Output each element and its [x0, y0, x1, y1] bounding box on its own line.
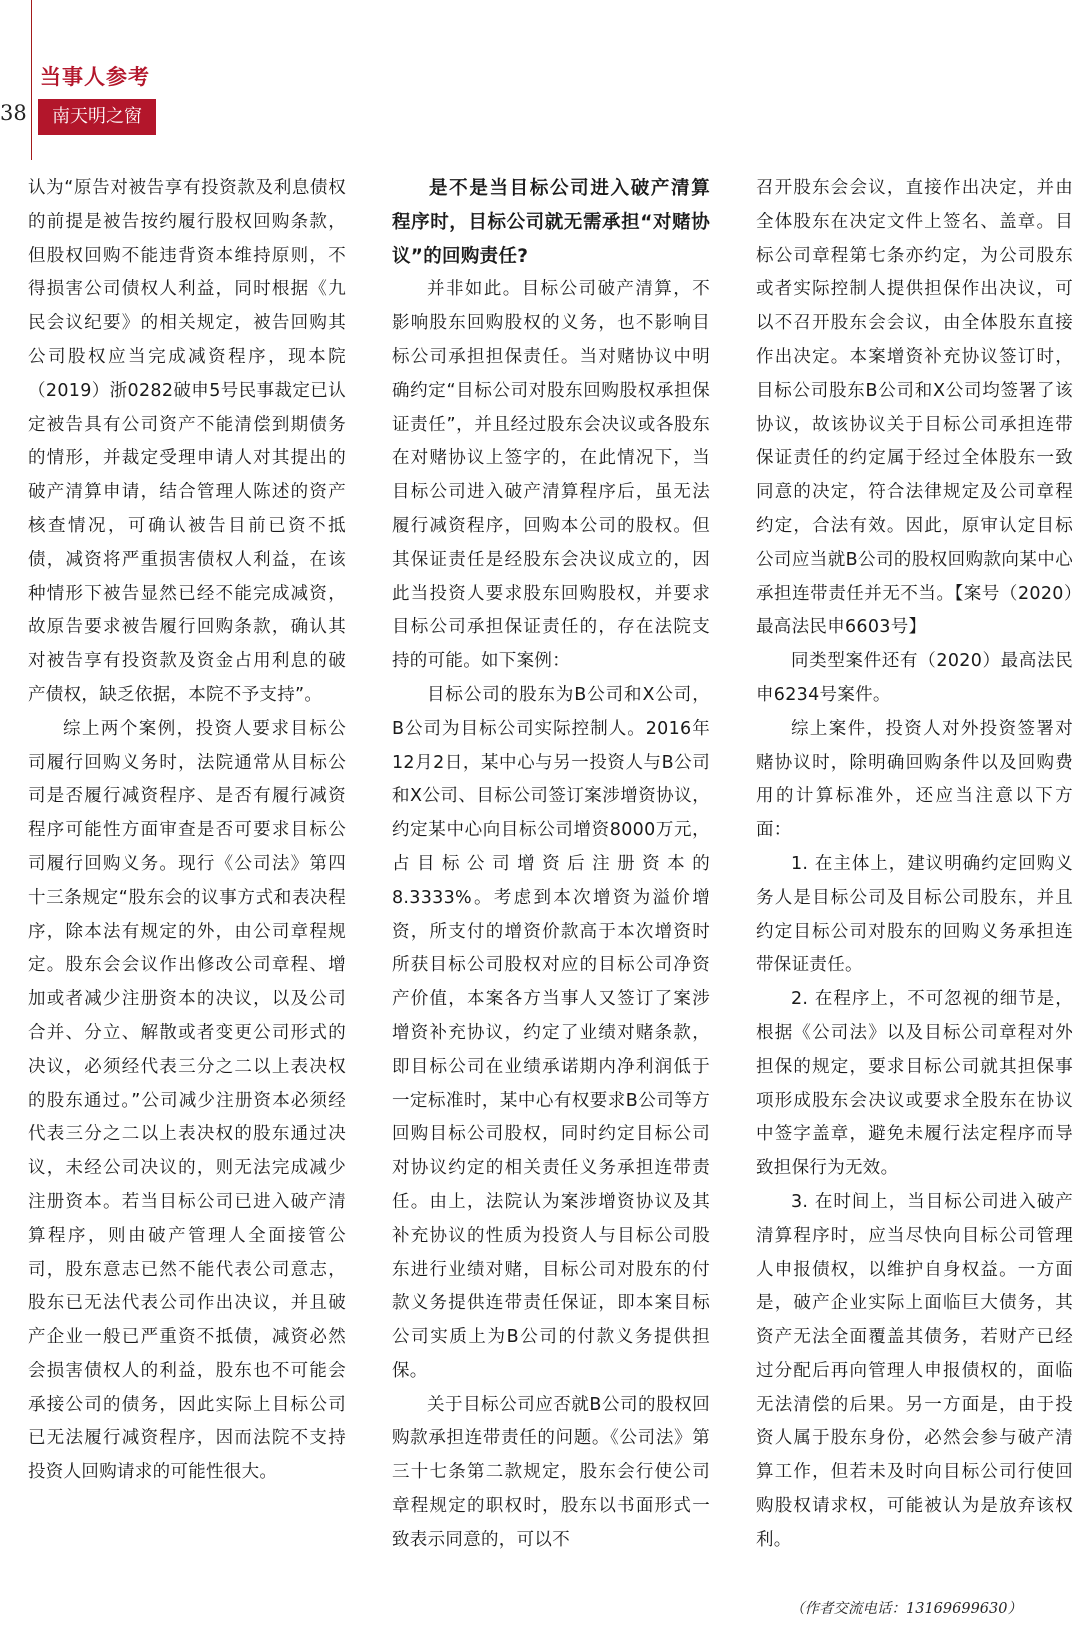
author-contact: （作者交流电话：13169699630）: [790, 1601, 1022, 1617]
list-item: 2. 在程序上，不可忽视的细节是，根据《公司法》以及目标公司章程对外担保的规定，要求目标公司就其担保事项形成股东会决议或要求全股东在协议中签字盖章，避免未履行法定程序而导致担保行为无效。: [756, 989, 1073, 1179]
paragraph: 并非如此。目标公司破产清算，不影响股东回购股权的义务，也不影响目标公司承担担保责任。当对赌协议中明确约定“目标公司对股东回购股权承担保证责任”，并且经过股东会决议或各股东在对赌协议上签字的，在此情况下，当目标公司进入破产清算程序后，虽无法履行减资程序，回购本公司的股权。但其保证责任是经股东会决议成立的，因此当投资人要求股东回购股权，并要求目标公司承担保证责任的，存在法院支持的可能。如下案例：: [392, 279, 710, 672]
paragraph: 召开股东会会议，直接作出决定，并由全体股东在决定文件上签名、盖章。目标公司章程第七条亦约定，为公司股东或者实际控制人提供担保作出决议，可以不召开股东会会议，由全体股东直接作出决定。本案增资补充协议签订时，目标公司股东B公司和X公司均签署了该协议，故该协议关于目标公司承担连带保证责任的约定属于经过全体股东一致同意的决定，符合法律规定及公司章程约定，合法有效。因此，原审认定目标公司应当就B公司的股权回购款向某中心承担连带责任并无不当。【案号（2020）最高法民申6603号】: [756, 178, 1073, 638]
paragraph: 目标公司的股东为B公司和X公司，B公司为目标公司实际控制人。2016年12月2日，某中心与另一投资人与B公司和X公司、目标公司签订案涉增资协议，约定某中心向目标公司增资8000万元，占目标公司增资后注册资本的8.3333%。考虑到本次增资为溢价增资，所支付的增资价款高于本次增资时所获目标公司股权对应的目标公司净资产价值，本案各方当事人又签订了案涉增资补充协议，约定了业绩对赌条款，即目标公司在业绩承诺期内净利润低于一定标准时，某中心有权要求B公司等方回购目标公司股权，同时约定目标公司对协议约定的相关责任义务承担连带责任。由上，法院认为案涉增资协议及其补充协议的性质为投资人与目标公司股东进行业绩对赌，目标公司对股东的付款义务提供连带责任保证，即本案目标公司实质上为B公司的付款义务提供担保。: [392, 684, 710, 1381]
section-title: 当事人参考: [40, 65, 150, 89]
header-divider-line: [31, 0, 32, 160]
list-item: 3. 在时间上，当目标公司进入破产清算程序时，应当尽快向目标公司管理人申报债权，以维护自身权益。一方面是，破产企业实际上面临巨大债务，其资产无法全面覆盖其债务，若财产已经过分配后再向管理人申报债权的，面临无法清偿的后果。另一方面是，由于投资人属于股东身份，必然会参与破产清算工作，但若未及时向目标公司行使回购股权请求权，可能被认为是放弃该权利。: [756, 1191, 1073, 1550]
column-tag: 南天明之窗: [38, 99, 156, 135]
article-column-1: [28, 172, 346, 1490]
paragraph: 综上两个案例，投资人要求目标公司履行回购义务时，法院通常从目标公司是否履行减资程序、是否有履行减资程序可能性方面审查是否可要求目标公司履行回购义务。现行《公司法》第四十三条规定“股东会的议事方式和表决程序，除本法有规定的外，由公司章程规定。股东会会议作出修改公司章程、增加或者减少注册资本的决议，以及公司合并、分立、解散或者变更公司形式的决议，必须经代表三分之二以上表决权的股东通过。”公司减少注册资本必须经代表三分之二以上表决权的股东通过决议，未经公司决议的，则无法完成减少注册资本。若当目标公司已进入破产清算程序，则由破产管理人全面接管公司，股东意志已然不能代表公司意志，股东已无法代表公司作出决议，并且破产企业一般已严重资不抵债，减资必然会损害债权人的利益，股东也不可能会承接公司的债务，因此实际上目标公司已无法履行减资程序，因而法院不支持投资人回购请求的可能性很大。: [28, 718, 346, 1483]
paragraph: 综上案件，投资人对外投资签署对赌协议时，除明确回购条件以及回购费用的计算标准外，还应当注意以下方面：: [756, 718, 1073, 841]
article-column-3: [756, 172, 1073, 1558]
subheading: 是不是当目标公司进入破产清算程序时，目标公司就无需承担“对赌协议”的回购责任?: [392, 178, 710, 267]
list-item: 1. 在主体上，建议明确约定回购义务人是目标公司及目标公司股东，并且约定目标公司对股东的回购义务承担连带保证责任。: [756, 853, 1073, 976]
paragraph: 关于目标公司应否就B公司的股权回购款承担连带责任的问题。《公司法》第三十七条第二款规定，股东会行使公司章程规定的职权时，股东以书面形式一致表示同意的，可以不: [392, 1394, 710, 1550]
page-number: 38: [0, 101, 27, 125]
paragraph: 认为“原告对被告享有投资款及利息债权的前提是被告按约履行股权回购条款，但股权回购不能违背资本维持原则，不得损害公司债权人利益，同时根据《九民会议纪要》的相关规定，被告回购其公司股权应当完成减资程序，现本院（2019）浙0282破申5号民事裁定已认定被告具有公司资产不能清偿到期债务的情形，并裁定受理申请人对其提出的破产清算申请，结合管理人陈述的资产核查情况，可确认被告目前已资不抵债，减资将严重损害债权人利益，在该种情形下被告显然已经不能完成减资，故原告要求被告履行回购条款，确认其对被告享有投资款及资金占用利息的破产债权，缺乏依据，本院不予支持”。: [28, 178, 346, 705]
paragraph: 同类型案件还有（2020）最高法民申6234号案件。: [756, 651, 1073, 705]
article-column-2: [392, 172, 710, 1558]
